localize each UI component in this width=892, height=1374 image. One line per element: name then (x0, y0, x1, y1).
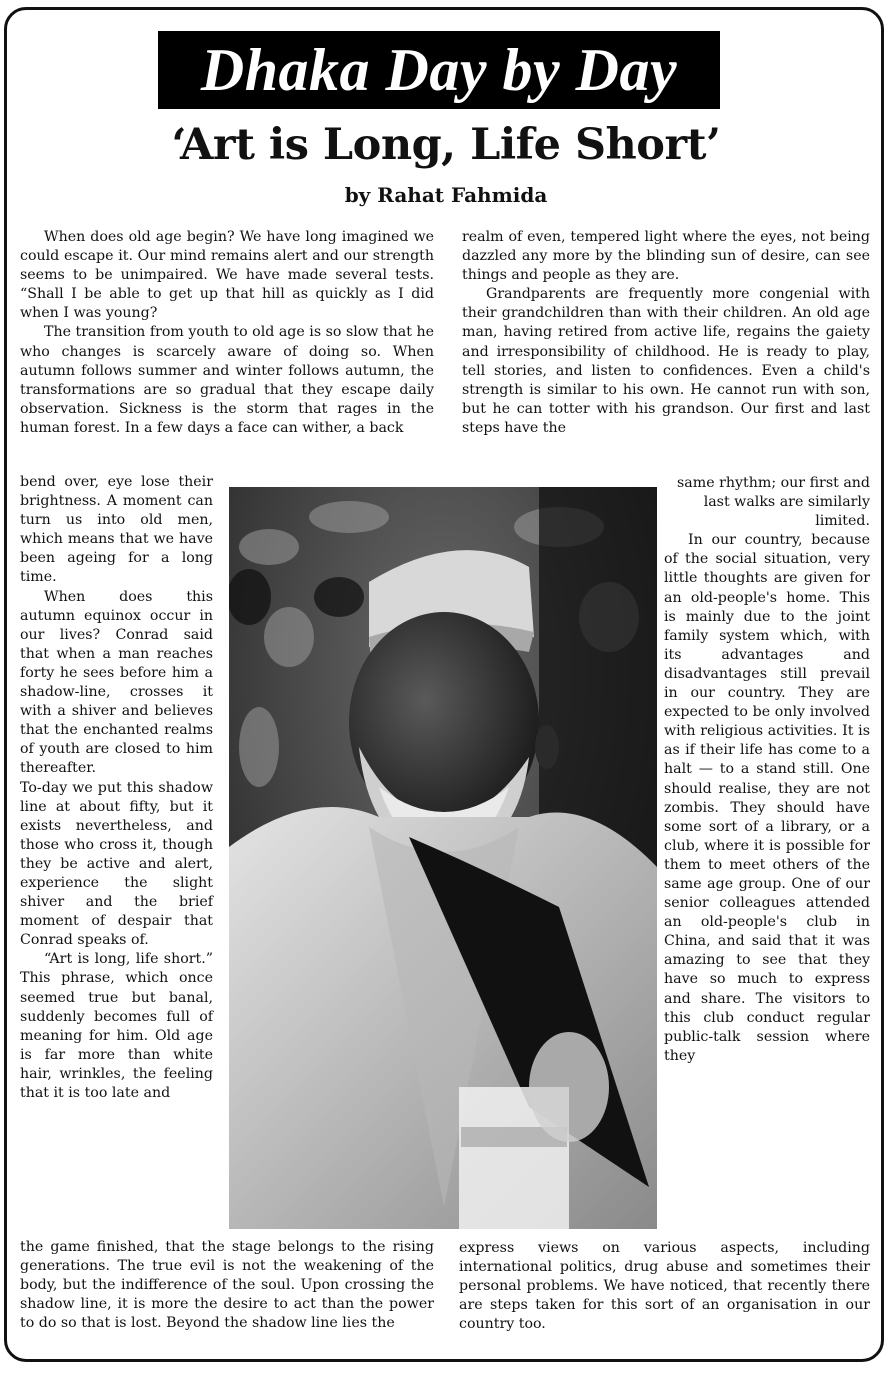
paragraph: In our country, because of the social situation, very little thoughts are given for an old-people's home. This is mainly due to the joint family system which, with its advantages and disadvantages still prevail in our country. They are expected to be only involved with religious activities. It is as if their life has come to a halt — to a stand still. One should realise, they are not zombis. They should have some sort of a library, or a club, where it is possible for them to meet others of the same age group. One of our senior colleagues attended an old-people's club in China, and said that it was amazing to see that they have so much to express and share. The visitors to this club conduct regular public-talk session where they (664, 532, 870, 1064)
left-column-bottom (20, 1238, 434, 1333)
paragraph: realm of even, tempered light where the eyes, not being dazzled any more by the blinding sun of desire, can see things and people as they are. (462, 229, 870, 284)
article-byline: by Rahat Fahmida (344, 183, 548, 207)
paragraph: The transition from youth to old age is so slow that he who changes is scarcely aware of doing so. When autumn follows summer and winter follows autumn, the transformations are so gradual that they escape daily observation. Sickness is the storm that rages in the human forest. In a few days a face can wither, a back (20, 324, 434, 436)
left-column-top (20, 228, 434, 438)
paragraph: same rhythm; our first and last walks are similarly limited. (677, 475, 870, 530)
section-banner: Dhaka Day by Day (158, 31, 720, 109)
right-column-narrow (664, 474, 870, 1066)
paragraph: express views on various aspects, including international politics, drug abuse and sometimes their personal problems. We have noticed, that recently there are steps taken for this sort of an organisation in our country too. (459, 1240, 870, 1333)
paragraph: the game finished, that the stage belongs to the rising generations. The true evil is not the weakening of the body, but the indifference of the soul. Upon crossing the shadow line, it is more the desire to act than the power to do so that is lost. Beyond the shadow line lies the (20, 1239, 434, 1332)
paragraph: To-day we put this shadow line at about fifty, but it exists nevertheless, and those who cross it, though they be active and alert, experience the slight shiver and the brief moment of despair that Conrad speaks of. (20, 779, 213, 949)
paragraph: bend over, eye lose their brightness. A moment can turn us into old men, which means that we have been ageing for a long time. (20, 474, 213, 586)
left-column-narrow (20, 473, 213, 1103)
right-column-top (462, 228, 870, 438)
paragraph: When does old age begin? We have long imagined we could escape it. Our mind remains alert and our strength seems to be unimpaired. We have made several tests. “Shall I be able to get up that hill as quickly as I did when I was young? (20, 229, 434, 322)
article-photo (229, 487, 657, 1229)
paragraph: Grandparents are frequently more congenial with their grandchildren than with their children. An old age man, having retired from active life, regains the gaiety and irresponsibility of childhood. He is ready to play, tell stories, and listen to confidences. Even a child's strength is similar to his own. He cannot run with son, but he can totter with his grandson. Our first and last steps have the (462, 286, 870, 436)
paragraph: When does this autumn equinox occur in our lives? Conrad said that when a man reaches forty he sees before him a shadow-line, crosses it with a shiver and believes that the enchanted realms of youth are closed to him thereafter. (20, 588, 213, 777)
right-column-bottom (459, 1239, 870, 1334)
paragraph: “Art is long, life short.” This phrase, which once seemed true but banal, suddenly becomes full of meaning for him. Old age is far more than white hair, wrinkles, the feeling that it is too late and (20, 951, 213, 1101)
article-headline: ‘Art is Long, Life Short’ (171, 120, 721, 170)
